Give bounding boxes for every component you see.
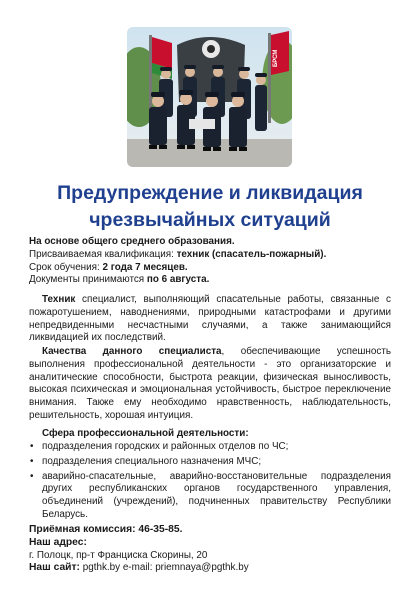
- qualities-paragraph: Качества данного специалиста, обеспечивающие успешность выполнения профессиональной деятельности - это организаторские и аналитические способности, быстрота реакции, физическая выносливость, высокая психическая и эмоциональная устойчивость, быстрое переключение внимания. Также ему необходимо нравственность, наблюдательность, решительность, хорошая интуиция.: [29, 346, 391, 421]
- qualification-value: техник (спасатель-пожарный).: [176, 248, 327, 260]
- list-item: • подразделения специального назначения МЧС;: [30, 455, 262, 467]
- documents-deadline: по 6 августа.: [146, 274, 210, 286]
- site-and-email: pgthk.by e-mail: priemnaya@pgthk.by: [80, 562, 249, 574]
- list-item: • аварийно-спасательные, аварийно-восстановительные подразделения других республиканских органов государственного управления, объединений (учреждений), подчиненных правительству Республики Беларусь.: [30, 470, 391, 520]
- flag-lettering: БРСМ: [273, 49, 279, 67]
- qualification-line: Присваиваемая квалификация: техник (спасатель-пожарный).: [29, 248, 327, 260]
- list-item: • подразделения городских и районных отделов по ЧС;: [30, 441, 289, 452]
- page-title-line2: чрезвычайных ситуаций: [89, 209, 331, 231]
- program-info: [29, 236, 391, 287]
- page-title-line1: Предупреждение и ликвидация: [57, 182, 363, 204]
- duration-line: Срок обучения: 2 года 7 месяцев.: [29, 261, 188, 273]
- address-value: г. Полоцк, пр-т Франциска Скорины, 20: [29, 549, 208, 561]
- technician-term: Техник: [42, 294, 76, 305]
- sphere-list: [29, 441, 391, 524]
- bullet-icon: •: [30, 470, 34, 482]
- qualities-term: Качества данного специалиста: [42, 346, 222, 357]
- education-basis: На основе общего среднего образования.: [29, 236, 235, 247]
- bullet-icon: •: [30, 441, 34, 452]
- technician-paragraph: Техник специалист, выполняющий спасательные работы, связанные с пожаротушением, наводнениями, природными катастрофами и другими непредвиденными несчастными случаями, а также занимающийся ликвидацией их последствий.: [29, 294, 391, 344]
- sphere-heading: Сфера профессиональной деятельности:: [42, 428, 249, 439]
- site-label: Наш сайт:: [29, 562, 80, 574]
- bullet-icon: •: [30, 455, 34, 467]
- contacts-block: [29, 524, 391, 575]
- site-line: [29, 562, 391, 575]
- duration-value: 2 года 7 месяцев.: [102, 261, 188, 273]
- address-label: Наш адрес:: [29, 536, 87, 548]
- admissions-phone: Приёмная комиссия: 46-35-85.: [29, 524, 183, 535]
- cadets-photo: [127, 27, 292, 167]
- documents-line: Документы принимаются по 6 августа.: [29, 274, 210, 286]
